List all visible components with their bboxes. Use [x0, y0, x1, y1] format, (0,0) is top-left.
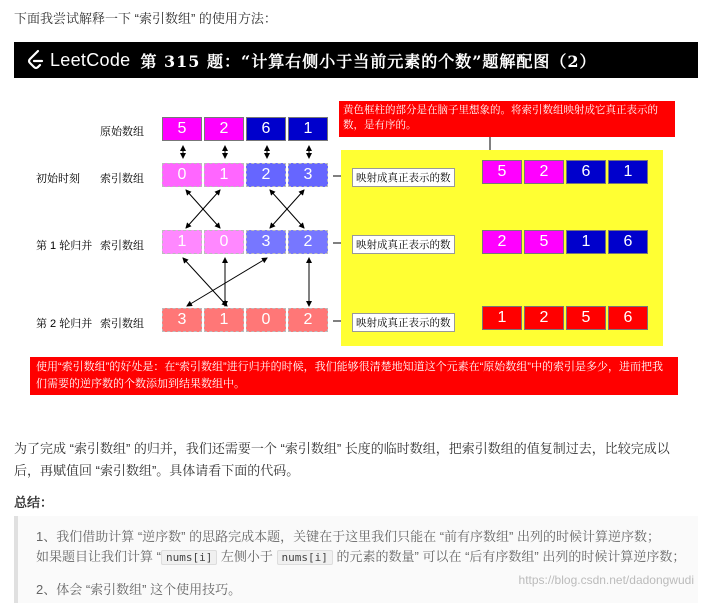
map-label-2: 映射成真正表示的数 [352, 313, 455, 332]
array-cell: 6 [608, 230, 648, 254]
text-fragment: 如果题目让我们计算 “ [36, 549, 161, 564]
explanation-paragraph: 为了完成 “索引数组” 的归并，我们还需要一个 “索引数组” 长度的临时数组，把索引数组的值复制过去，比较完成以后，再赋值回 “索引数组”。具体请看下面的代码。 [14, 441, 670, 478]
watermark: https://blog.csdn.net/dadongwudi [518, 573, 694, 587]
array-cell: 3 [162, 308, 202, 332]
mapped-array-merge-1 [482, 230, 650, 256]
label-original: 原始数组 [100, 126, 144, 138]
array-cell: 2 [482, 230, 522, 254]
array-cell: 1 [204, 308, 244, 332]
summary-point-1: 1、我们借助计算 “逆序数” 的思路完成本题，关键在于这里我们只能在 “前有序数组” 出列的时候计算逆序数； [36, 529, 660, 544]
array-cell: 5 [482, 160, 522, 184]
stage-merge-1: 第 1 轮归并 [36, 240, 93, 252]
map-label-0: 映射成真正表示的数 [352, 168, 455, 187]
array-cell: 2 [524, 160, 564, 184]
array-cell: 1 [566, 230, 606, 254]
array-cell: 2 [524, 306, 564, 330]
label-index-0: 索引数组 [100, 173, 144, 185]
text-fragment: 左侧小于 [217, 549, 277, 564]
array-cell: 5 [524, 230, 564, 254]
banner-title: 第 315 题：“计算右侧小于当前元素的个数”题解配图（2） [140, 51, 597, 71]
array-cell: 1 [608, 160, 648, 184]
array-cell: 6 [246, 117, 286, 141]
array-cell: 3 [288, 163, 328, 187]
array-cell: 5 [566, 306, 606, 330]
array-cell: 1 [288, 117, 328, 141]
array-cell: 2 [204, 117, 244, 141]
original-array [162, 117, 330, 143]
array-cell: 0 [246, 308, 286, 332]
stage-initial: 初始时刻 [36, 173, 80, 185]
intro-text: 下面我尝试解释一下 “索引数组” 的使用方法： [14, 11, 277, 26]
array-cell: 3 [246, 230, 286, 254]
summary-point-2: 2、体会 “索引数组” 这个使用技巧。 [36, 582, 242, 597]
inline-code: nums[i] [161, 550, 217, 565]
summary-heading: 总结： [14, 495, 54, 510]
index-array-initial [162, 163, 330, 189]
note-top: 黄色框柱的部分是在脑子里想象的。将索引数组映射成它真正表示的数，是有序的。 [339, 101, 675, 137]
array-cell: 0 [162, 163, 202, 187]
array-cell: 1 [162, 230, 202, 254]
label-index-1: 索引数组 [100, 240, 144, 252]
mapped-array-merge-2 [482, 306, 650, 332]
array-cell: 1 [204, 163, 244, 187]
map-label-1: 映射成真正表示的数 [352, 235, 455, 254]
index-array-merge-1 [162, 230, 330, 256]
banner-brand: LeetCode [50, 49, 131, 70]
index-array-merge-2 [162, 308, 330, 334]
array-cell: 2 [288, 308, 328, 332]
summary-point-1-cont [36, 546, 685, 565]
label-index-2: 索引数组 [100, 318, 144, 330]
stage-merge-2: 第 2 轮归并 [36, 318, 93, 330]
summary-blockquote [14, 516, 698, 603]
array-cell: 1 [482, 306, 522, 330]
mapped-array-initial [482, 160, 650, 186]
array-cell: 6 [566, 160, 606, 184]
array-cell: 0 [204, 230, 244, 254]
array-cell: 2 [246, 163, 286, 187]
array-cell: 2 [288, 230, 328, 254]
note-bottom: 使用“索引数组”的好处是：在“索引数组”进行归并的时候，我们能够很清楚地知道这个元素在“原始数组”中的索引是多少，进而把我们需要的逆序数的个数添加到结果数组中。 [30, 357, 678, 395]
inline-code: nums[i] [277, 550, 333, 565]
array-cell: 6 [608, 306, 648, 330]
text-fragment: 的元素的数量” 可以在 “后有序数组” 出列的时候计算逆序数； [332, 549, 686, 564]
array-cell: 5 [162, 117, 202, 141]
